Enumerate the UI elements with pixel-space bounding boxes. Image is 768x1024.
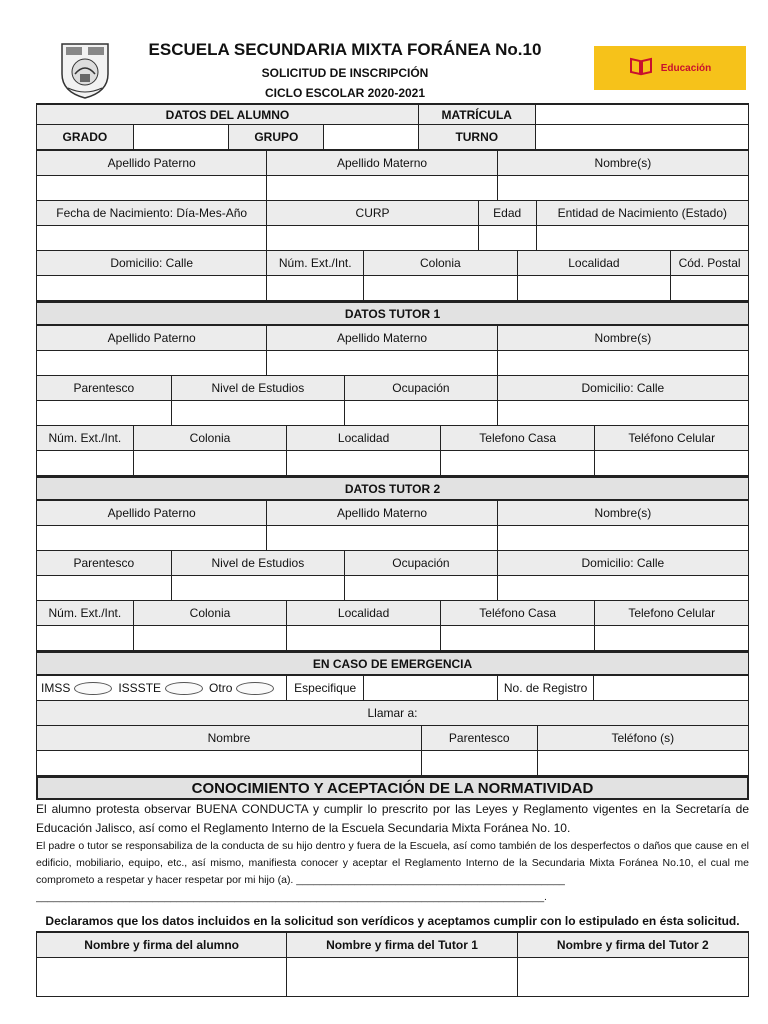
tutor1-info-labels	[36, 376, 749, 401]
school-name: ESCUELA SECUNDARIA MIXTA FORÁNEA No.10	[148, 40, 542, 59]
tutor2-contact-labels	[36, 601, 749, 626]
student-section-row	[36, 103, 749, 125]
signature-labels	[36, 931, 749, 958]
curp-label: CURP	[267, 201, 478, 225]
declaration: Declaramos que los datos incluidos en la solicitud son verídicos y aceptamos cumplir con lo estipulado en ésta solicitud.	[45, 914, 740, 928]
student-birth-fields	[36, 226, 749, 251]
contact-parentesco-label: Parentesco	[422, 726, 538, 750]
tutor2-colonia-label: Colonia	[134, 601, 288, 625]
grado-field[interactable]	[134, 125, 230, 149]
document-header	[0, 0, 768, 104]
entidad-field[interactable]	[537, 226, 748, 250]
grade-row	[36, 125, 749, 151]
education-logo	[594, 46, 746, 90]
registro-field[interactable]	[594, 676, 748, 700]
enrollment-form	[36, 103, 749, 997]
especifique-field[interactable]	[364, 676, 498, 700]
tutor2-num-ext-label: Núm. Ext./Int.	[37, 601, 134, 625]
education-brand-text: Educación	[660, 62, 712, 74]
registro-label: No. de Registro	[498, 676, 595, 700]
tutor2-num-ext-field[interactable]	[37, 626, 134, 650]
tutor2-domicilio-label: Domicilio: Calle	[498, 551, 748, 575]
tutor1-contact-fields	[36, 451, 749, 476]
tutor1-nivel-field[interactable]	[172, 401, 346, 425]
tutor2-ocupacion-field[interactable]	[345, 576, 498, 600]
tutor1-nombres-field[interactable]	[498, 351, 748, 375]
contact-parentesco-field[interactable]	[422, 751, 538, 775]
tutor2-parentesco-label: Parentesco	[37, 551, 172, 575]
emergency-section-title: EN CASO DE EMERGENCIA	[312, 656, 473, 671]
tutor1-tel-casa-label: Telefono Casa	[441, 426, 596, 450]
contact-labels	[36, 726, 749, 751]
student-domicilio-field[interactable]	[37, 276, 267, 300]
contact-telefono-field[interactable]	[538, 751, 748, 775]
tutor2-tel-cel-label: Telefono Celular	[595, 601, 748, 625]
student-colonia-field[interactable]	[364, 276, 518, 300]
grado-label: GRADO	[37, 125, 134, 149]
tutor2-section-row	[36, 476, 749, 501]
matricula-field[interactable]	[536, 105, 748, 124]
contact-fields	[36, 751, 749, 776]
tutor1-tel-cel-field[interactable]	[595, 451, 748, 475]
tutor2-nivel-field[interactable]	[172, 576, 346, 600]
student-localidad-field[interactable]	[518, 276, 672, 300]
tutor1-domicilio-label: Domicilio: Calle	[498, 376, 748, 400]
tutor1-parentesco-field[interactable]	[37, 401, 172, 425]
student-apellido-paterno-label: Apellido Paterno	[37, 151, 267, 175]
grupo-field[interactable]	[324, 125, 419, 149]
tutor1-colonia-field[interactable]	[134, 451, 288, 475]
tutor1-parentesco-label: Parentesco	[37, 376, 172, 400]
tutor2-info-fields	[36, 576, 749, 601]
tutor1-colonia-label: Colonia	[134, 426, 288, 450]
signature-tutor2-field[interactable]	[518, 958, 748, 996]
student-num-ext-field[interactable]	[267, 276, 364, 300]
signature-tutor1-label: Nombre y firma del Tutor 1	[287, 933, 517, 957]
tutor2-colonia-field[interactable]	[134, 626, 288, 650]
insurance-row	[36, 676, 749, 701]
matricula-label: MATRÍCULA	[419, 105, 536, 124]
student-apellido-materno-field[interactable]	[267, 176, 497, 200]
tutor1-localidad-label: Localidad	[287, 426, 441, 450]
tutor1-nivel-label: Nivel de Estudios	[172, 376, 346, 400]
otro-label: Otro	[209, 681, 233, 695]
tutor1-section-row	[36, 301, 749, 326]
entidad-label: Entidad de Nacimiento (Estado)	[537, 201, 748, 225]
tutor2-info-labels	[36, 551, 749, 576]
tutor1-ocupacion-label: Ocupación	[345, 376, 498, 400]
contact-nombre-field[interactable]	[37, 751, 422, 775]
tutor2-localidad-label: Localidad	[287, 601, 441, 625]
tutor2-domicilio-field[interactable]	[498, 576, 748, 600]
student-localidad-label: Localidad	[518, 251, 672, 275]
contact-nombre-label: Nombre	[37, 726, 422, 750]
signature-tutor1-field[interactable]	[287, 958, 517, 996]
tutor1-tel-casa-field[interactable]	[441, 451, 596, 475]
tutor1-num-ext-field[interactable]	[37, 451, 134, 475]
student-cod-postal-field[interactable]	[671, 276, 748, 300]
student-name-labels	[36, 151, 749, 176]
student-colonia-label: Colonia	[364, 251, 518, 275]
especifique-label: Especifique	[287, 676, 364, 700]
tutor2-apellido-materno-field[interactable]	[267, 526, 497, 550]
tutor1-name-fields	[36, 351, 749, 376]
emergency-section-row	[36, 651, 749, 676]
issste-option[interactable]	[165, 682, 203, 695]
student-section-title: DATOS DEL ALUMNO	[37, 105, 419, 124]
signature-alumno-label: Nombre y firma del alumno	[37, 933, 287, 957]
fecha-nacimiento-label: Fecha de Nacimiento: Día-Mes-Año	[37, 201, 267, 225]
imss-option[interactable]	[74, 682, 112, 695]
school-cycle: CICLO ESCOLAR 2020-2021	[264, 86, 426, 100]
norm-paragraph-2: El padre o tutor se responsabiliza de la conducta de su hijo dentro y fuera de la Escuela, así como también de los desperfectos o daños que cause en el edificio, mobiliario, equipo, etc., así mismo, manifiesta conocer y aceptar el Reglamento Interno de la Secundaria Mixta Foránea No.10, el cual me comprometo a respetar y hacer respetar por mi hijo (a). ______________________________________________	[36, 840, 749, 886]
tutor2-contact-fields	[36, 626, 749, 651]
tutor1-info-fields	[36, 401, 749, 426]
tutor1-apellido-materno-field[interactable]	[267, 351, 497, 375]
student-birth-labels	[36, 201, 749, 226]
student-address-labels	[36, 251, 749, 276]
grupo-label: GRUPO	[229, 125, 324, 149]
edad-field[interactable]	[479, 226, 537, 250]
llamar-label: Llamar a:	[37, 701, 748, 725]
tutor1-nombres-label: Nombre(s)	[498, 326, 748, 350]
contact-telefono-label: Teléfono (s)	[538, 726, 748, 750]
tutor1-domicilio-field[interactable]	[498, 401, 748, 425]
edad-label: Edad	[479, 201, 537, 225]
tutor1-num-ext-label: Núm. Ext./Int.	[37, 426, 134, 450]
signature-tutor2-label: Nombre y firma del Tutor 2	[518, 933, 748, 957]
tutor2-section-title: DATOS TUTOR 2	[344, 481, 441, 496]
tutor1-contact-labels	[36, 426, 749, 451]
insurance-options	[37, 676, 287, 700]
issste-label: ISSSTE	[118, 681, 162, 695]
llamar-row	[36, 701, 749, 726]
signature-fields	[36, 958, 749, 997]
tutor2-localidad-field[interactable]	[287, 626, 441, 650]
tutor2-parentesco-field[interactable]	[37, 576, 172, 600]
student-name-fields	[36, 176, 749, 201]
student-cod-postal-label: Cód. Postal	[671, 251, 748, 275]
open-book-icon	[629, 56, 653, 81]
tutor1-tel-cel-label: Teléfono Celular	[595, 426, 748, 450]
tutor1-section-title: DATOS TUTOR 1	[344, 306, 441, 321]
school-seal-icon	[56, 38, 114, 100]
tutor1-name-labels	[36, 326, 749, 351]
tutor1-apellido-paterno-field[interactable]	[37, 351, 267, 375]
norm-paragraph-3: _______________________________________________________________________________________.	[36, 891, 547, 903]
student-nombres-field[interactable]	[498, 176, 748, 200]
tutor1-apellido-materno-label: Apellido Materno	[267, 326, 497, 350]
tutor2-apellido-materno-label: Apellido Materno	[267, 501, 497, 525]
tutor2-nombres-field[interactable]	[498, 526, 748, 550]
student-nombres-label: Nombre(s)	[498, 151, 748, 175]
fecha-nacimiento-field[interactable]	[37, 226, 267, 250]
tutor2-tel-cel-field[interactable]	[595, 626, 748, 650]
turno-label: TURNO	[419, 125, 536, 149]
imss-label: IMSS	[41, 681, 71, 695]
tutor2-ocupacion-label: Ocupación	[345, 551, 498, 575]
tutor2-apellido-paterno-label: Apellido Paterno	[37, 501, 267, 525]
tutor1-apellido-paterno-label: Apellido Paterno	[37, 326, 267, 350]
tutor2-name-fields	[36, 526, 749, 551]
tutor1-localidad-field[interactable]	[287, 451, 441, 475]
tutor2-name-labels	[36, 501, 749, 526]
form-title: SOLICITUD DE INSCRIPCIÓN	[261, 66, 429, 80]
tutor2-nivel-label: Nivel de Estudios	[172, 551, 346, 575]
tutor2-nombres-label: Nombre(s)	[498, 501, 748, 525]
student-domicilio-label: Domicilio: Calle	[37, 251, 267, 275]
turno-field[interactable]	[536, 125, 748, 149]
student-apellido-paterno-field[interactable]	[37, 176, 267, 200]
otro-option[interactable]	[236, 682, 274, 695]
tutor2-apellido-paterno-field[interactable]	[37, 526, 267, 550]
curp-field[interactable]	[267, 226, 478, 250]
tutor1-ocupacion-field[interactable]	[345, 401, 498, 425]
signature-alumno-field[interactable]	[37, 958, 287, 996]
student-num-ext-label: Núm. Ext./Int.	[267, 251, 364, 275]
norm-paragraph-1: El alumno protesta observar BUENA CONDUCTA y cumplir lo prescrito por las Leyes y Reglamento vigentes en la Secretaría de Educación Jalisco, así como el Reglamento Interno de la Escuela Secundaria Mixta Foránea No. 10.	[36, 802, 749, 835]
student-address-fields	[36, 276, 749, 301]
norm-title: CONOCIMIENTO Y ACEPTACIÓN DE LA NORMATIVIDAD	[36, 776, 749, 800]
tutor2-tel-casa-label: Teléfono Casa	[441, 601, 596, 625]
tutor2-tel-casa-field[interactable]	[441, 626, 596, 650]
student-apellido-materno-label: Apellido Materno	[267, 151, 497, 175]
